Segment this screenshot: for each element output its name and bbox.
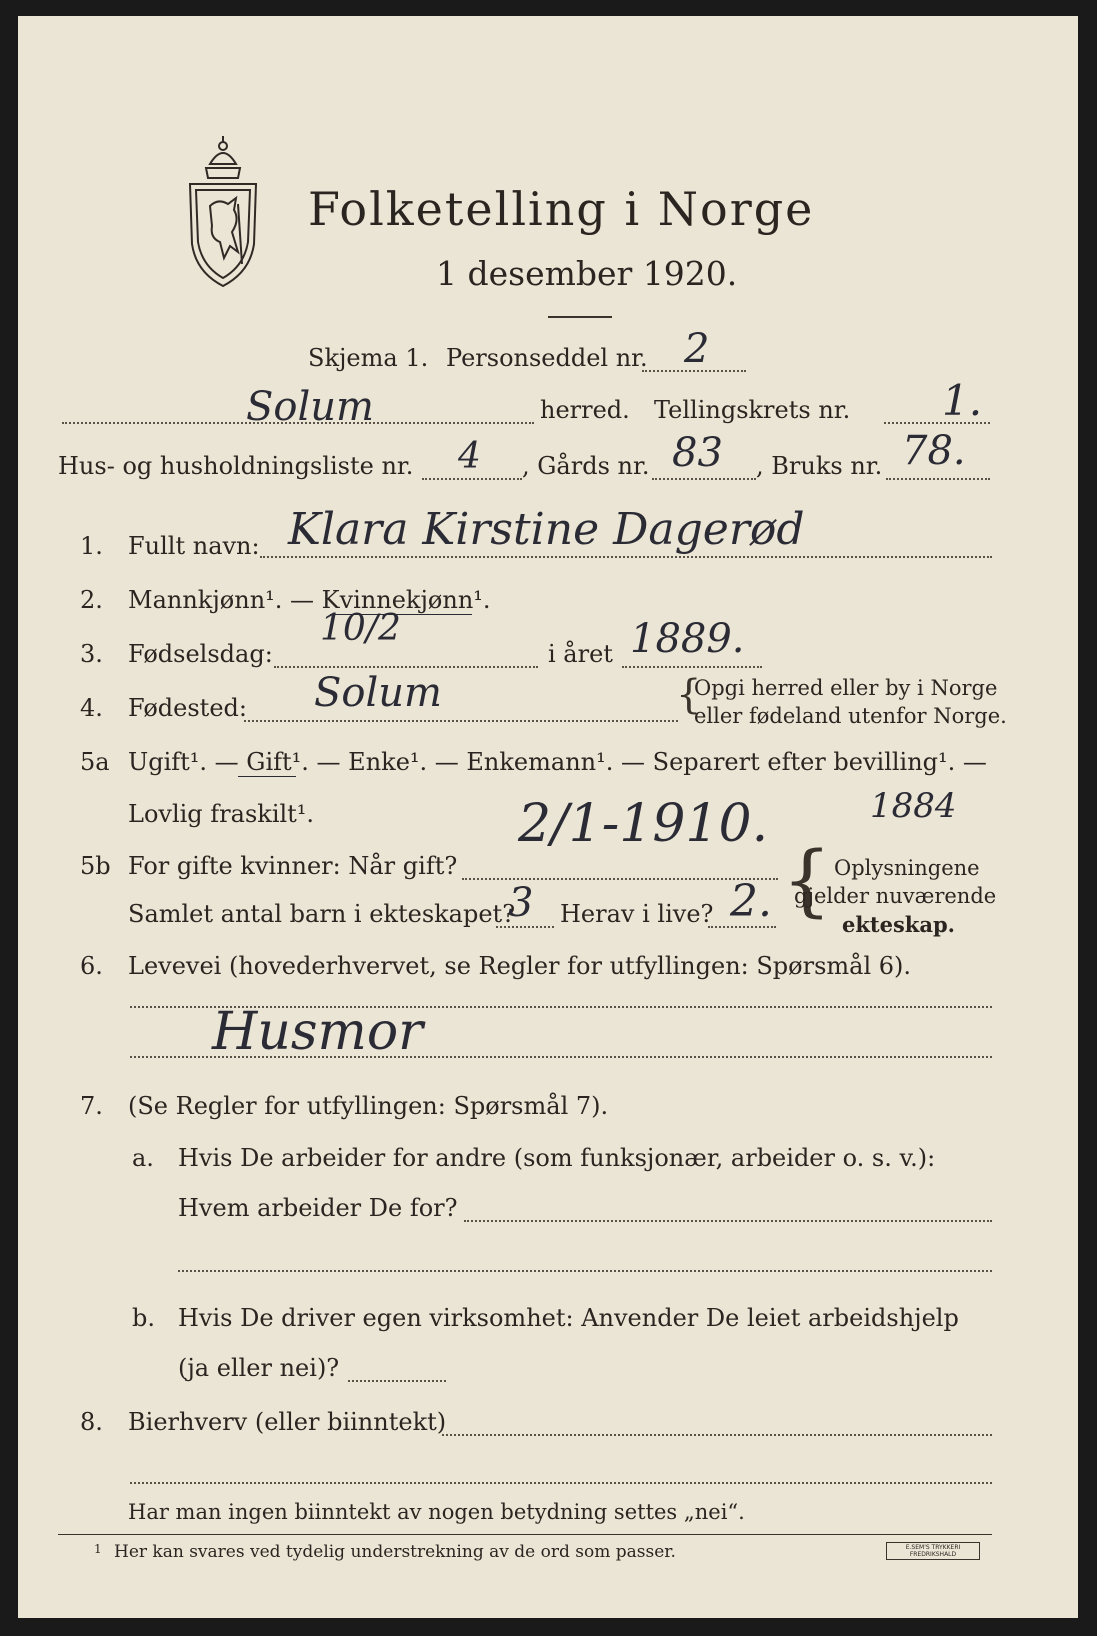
q2-label: Mannkjønn¹. — Kvinnekjønn¹. bbox=[128, 586, 491, 614]
q4-birthplace-value: Solum bbox=[314, 670, 442, 716]
personseddel-value: 2 bbox=[684, 326, 710, 372]
q4-brace: { bbox=[676, 672, 702, 718]
census-date: 1 desember 1920. bbox=[436, 254, 738, 293]
q3-year-label: i året bbox=[548, 640, 613, 668]
q7b-line2: (ja eller nei)? bbox=[178, 1354, 340, 1382]
q6-occupation-value: Husmor bbox=[212, 1002, 423, 1062]
q5b-note-line3: ekteskap. bbox=[842, 912, 955, 937]
q5b-extra-value: 1884 bbox=[870, 786, 957, 826]
q5b-note-line1: Oplysningene bbox=[834, 856, 980, 880]
q3-year-value: 1889. bbox=[630, 616, 745, 662]
hus-value: 4 bbox=[458, 436, 481, 477]
q5b-label1: For gifte kvinner: Når gift? bbox=[128, 852, 458, 880]
printer-line1: E.SEM'S TRYKKERI bbox=[905, 1544, 961, 1551]
tellingskrets-label: Tellingskrets nr. bbox=[654, 396, 851, 424]
q1-label: Fullt navn: bbox=[128, 532, 260, 560]
q2-number: 2. bbox=[80, 586, 103, 614]
q5b-brace: { bbox=[782, 836, 832, 926]
q5b-children-value: 3 bbox=[508, 880, 534, 926]
bruks-value: 78. bbox=[902, 428, 966, 474]
hus-label: Hus- og husholdningsliste nr. bbox=[58, 452, 414, 480]
q5b-note-line2: gjelder nuværende bbox=[794, 884, 997, 908]
herred-label: herred. bbox=[540, 396, 630, 424]
q5b-alive-label: Herav i live? bbox=[560, 900, 714, 928]
q3-day-value: 10/2 bbox=[320, 608, 401, 649]
q4-label: Fødested: bbox=[128, 694, 247, 722]
form-title: Folketelling i Norge bbox=[308, 182, 815, 236]
footnote-mark: 1 bbox=[94, 1542, 102, 1556]
q8-label: Bierhverv (eller biinntekt) bbox=[128, 1408, 447, 1436]
gards-value: 83 bbox=[672, 430, 723, 476]
q6-label: Levevei (hovederhvervet, se Regler for utfyllingen: Spørsmål 6). bbox=[128, 952, 912, 980]
q5b-married-value: 2/1-1910. bbox=[518, 794, 769, 854]
q5a-gift-underline bbox=[238, 776, 296, 777]
q5a-number: 5a bbox=[80, 748, 110, 776]
q3-number: 3. bbox=[80, 640, 103, 668]
printer-line2: FREDRIKSHALD bbox=[909, 1551, 957, 1558]
q4-note-line2: eller fødeland utenfor Norge. bbox=[694, 704, 1007, 728]
q7-number: 7. bbox=[80, 1092, 103, 1120]
q5b-label2: Samlet antal barn i ekteskapet? bbox=[128, 900, 516, 928]
title-divider bbox=[548, 316, 612, 318]
nei-note: Har man ingen biinntekt av nogen betydning settes „nei“. bbox=[128, 1500, 745, 1524]
q7-label: (Se Regler for utfyllingen: Spørsmål 7). bbox=[128, 1092, 609, 1120]
q4-note-line1: Opgi herred eller by i Norge bbox=[694, 676, 998, 700]
q8-number: 8. bbox=[80, 1408, 103, 1436]
footnote-text: Her kan svares ved tydelig understrekning av de ord som passer. bbox=[114, 1542, 676, 1562]
q4-number: 4. bbox=[80, 694, 103, 722]
q6-number: 6. bbox=[80, 952, 103, 980]
skjema-label: Skjema 1. bbox=[308, 344, 429, 372]
bruks-label: , Bruks nr. bbox=[756, 452, 883, 480]
gards-label: , Gårds nr. bbox=[522, 452, 650, 480]
footnote-divider bbox=[58, 1534, 992, 1535]
census-form bbox=[18, 16, 1078, 1618]
q7a-number: a. bbox=[132, 1144, 154, 1172]
q1-full-name-value: Klara Kirstine Dagerød bbox=[288, 504, 805, 555]
coat-of-arms-icon bbox=[180, 134, 266, 290]
tellingskrets-value: 1. bbox=[942, 376, 983, 425]
q3-label: Fødselsdag: bbox=[128, 640, 273, 668]
q1-number: 1. bbox=[80, 532, 103, 560]
personseddel-label: Personseddel nr. bbox=[446, 344, 648, 372]
q7a-line1: Hvis De arbeider for andre (som funksjonær, arbeider o. s. v.): bbox=[178, 1144, 936, 1172]
q5a-line2: Lovlig fraskilt¹. bbox=[128, 800, 315, 828]
printer-stamp bbox=[886, 1542, 980, 1560]
herred-value: Solum bbox=[246, 384, 374, 430]
q5b-number: 5b bbox=[80, 852, 111, 880]
q7b-number: b. bbox=[132, 1304, 155, 1332]
q5a-line1: Ugift¹. — Gift¹. — Enke¹. — Enkemann¹. — Separert efter bevilling¹. — bbox=[128, 748, 987, 776]
q7a-line2: Hvem arbeider De for? bbox=[178, 1194, 458, 1222]
q5b-alive-value: 2. bbox=[730, 876, 772, 927]
q7b-line1: Hvis De driver egen virksomhet: Anvender De leiet arbeidshjelp bbox=[178, 1304, 959, 1332]
